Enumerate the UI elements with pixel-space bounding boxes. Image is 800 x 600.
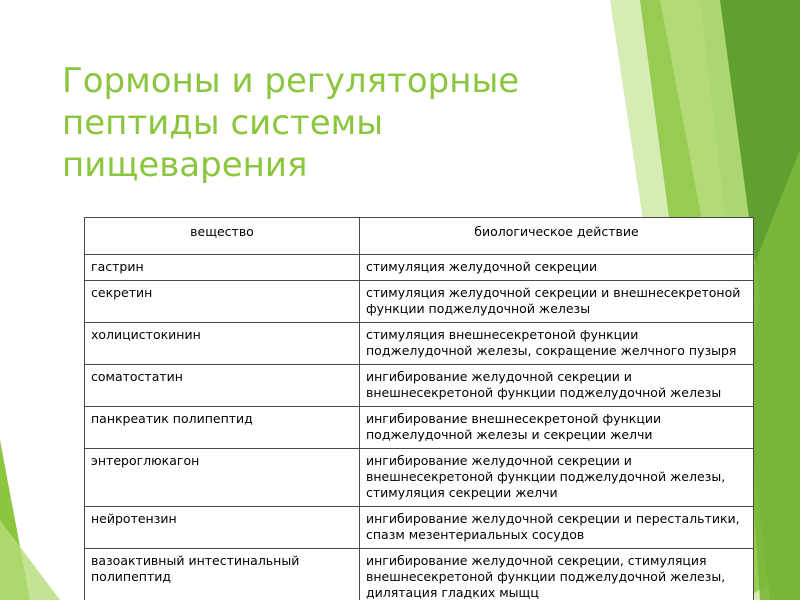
substance-cell: соматостатин xyxy=(85,365,360,407)
substance-cell: холицистокинин xyxy=(85,323,360,365)
action-cell: ингибирование желудочной секреции, стимуляция внешнесекретоной функции поджелудочной железы, дилятация гладких мыщц xyxy=(360,549,754,600)
substance-cell: панкреатик полипептид xyxy=(85,407,360,449)
substance-cell: гастрин xyxy=(85,255,360,281)
action-cell: стимуляция желудочной секреции и внешнесекретоной функции поджелудочной железы xyxy=(360,281,754,323)
table-row xyxy=(85,323,754,365)
table-row xyxy=(85,365,754,407)
substance-cell: вазоактивный интестинальный полипептид xyxy=(85,549,360,600)
table-row xyxy=(85,281,754,323)
action-cell: ингибирование желудочной секреции и внешнесекретоной функции поджелудочной железы xyxy=(360,365,754,407)
table-header-row xyxy=(85,218,754,255)
table-row xyxy=(85,449,754,507)
action-cell: ингибирование внешнесекретоной функции поджелудочной железы и секреции желчи xyxy=(360,407,754,449)
substance-cell: секретин xyxy=(85,281,360,323)
column-header-substance: вещество xyxy=(85,218,360,255)
slide-title: Гормоны и регуляторные пептиды системы пищеварения xyxy=(62,61,520,185)
table-row xyxy=(85,255,754,281)
action-cell: ингибирование желудочной секреции и внешнесекретоной функции поджелудочной железы, стимуляция секреции желчи xyxy=(360,449,754,507)
table-row xyxy=(85,507,754,549)
action-cell: ингибирование желудочной секреции и перестальтики, спазм мезентериальных сосудов xyxy=(360,507,754,549)
action-cell: стимуляция внешнесекретоной функции поджелудочной железы, сокращение желчного пузыря xyxy=(360,323,754,365)
column-header-action: биологическое действие xyxy=(360,218,754,255)
action-cell: стимуляция желудочной секреции xyxy=(360,255,754,281)
table-row xyxy=(85,407,754,449)
hormones-table xyxy=(84,217,754,600)
substance-cell: энтероглюкагон xyxy=(85,449,360,507)
table-row xyxy=(85,549,754,600)
substance-cell: нейротензин xyxy=(85,507,360,549)
